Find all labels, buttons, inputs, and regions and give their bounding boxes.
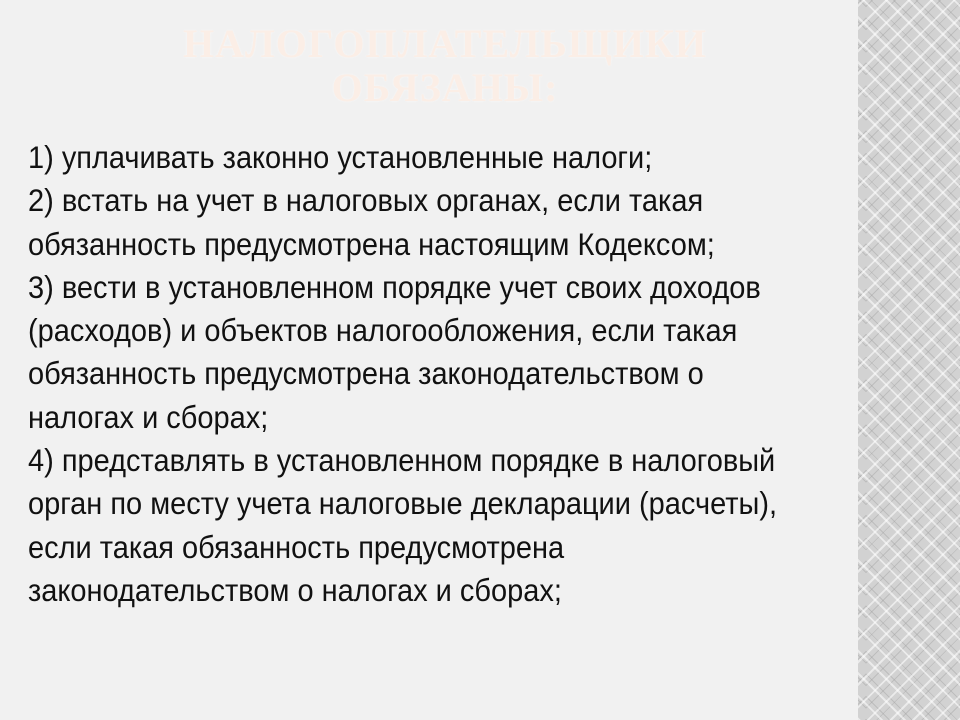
slide-body — [28, 136, 792, 612]
slide-title-line-2: ОБЯЗАНЫ: — [331, 65, 559, 110]
slide-title-line-1: НАЛОГОПЛАТЕЛЬЩИКИ — [182, 21, 707, 66]
decorative-side-panel — [858, 0, 960, 720]
list-item-2: 2) встать на учет в налоговых органах, если такая обязанность предусмотрена настоящим Кодексом; — [28, 182, 715, 262]
list-item-1: 1) уплачивать законно установленные налоги; — [28, 139, 653, 175]
list-item-3: 3) вести в установленном порядке учет своих доходов (расходов) и объектов налогообложения, если такая обязанность предусмотрена законодательством о налогах и сборах; — [28, 268, 761, 435]
slide-title — [30, 22, 860, 110]
list-item-4: 4) представлять в установленном порядке в налоговый орган по месту учета налоговые декларации (расчеты), если такая обязанность предусмотрена законодательством о налогах и сборах; — [28, 442, 778, 608]
